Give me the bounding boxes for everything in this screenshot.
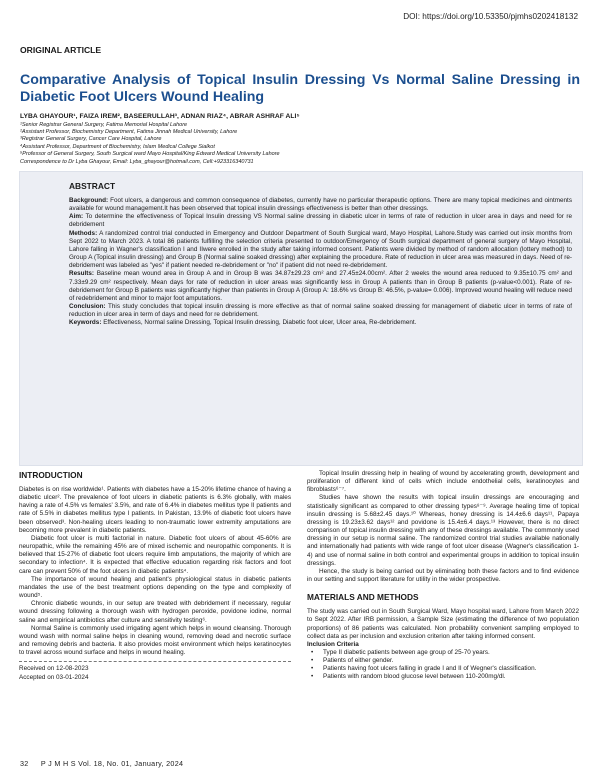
background-text: Foot ulcers, a dangerous and common consequence of diabetes, currently have no particular therapeutic options. There are many topical medicines and ointments available for wound management.It has been observed that topical insulin dressings effectiveness is better than other dressings. <box>69 197 572 213</box>
affiliation-3: ³Registrar General Surgery, Cancer Care Hospital, Lahore <box>20 136 162 143</box>
intro-paragraph-4: Chronic diabetic wounds, in our setup are treated with debridement if necessary, regular wound dressing following a thorough wash with hydrogen peroxide, povidone iodine, normal saline and empirical antibiotics after culture and sensitivity testing⁶. <box>19 600 291 624</box>
paper-title: Comparative Analysis of Topical Insulin Dressing Vs Normal Saline Dressing in Diabetic Foot Ulcers Wound Healing <box>20 72 580 105</box>
abstract-keywords <box>69 319 572 327</box>
introduction-heading: INTRODUCTION <box>19 470 83 480</box>
inclusion-criteria-heading: Inclusion Criteria <box>307 640 359 648</box>
list-item: • Patients with random blood glucose level between 110-200mg/dl. <box>307 673 579 681</box>
article-type-label: ORIGINAL ARTICLE <box>20 45 102 55</box>
accepted-date: Accepted on 03-01-2024 <box>19 673 89 681</box>
abstract-background <box>69 197 572 213</box>
correspondence: Correspondence to Dr Lyba Ghayour, Email: Lyba_ghayour@hotmail.com, Cell:+923316340731 <box>20 158 254 165</box>
affiliation-2: ²Assistant Professor, Biochemistry Department, Fatima Jinnah Medical University, Lahore <box>20 128 238 135</box>
right-paragraph-1: Topical Insulin dressing help in healing of wound by accelerating growth, development and proliferation of different kind of cells which include endothelial cells, keratinocytes and fibroblasts⁶⁻⁷. <box>307 470 579 494</box>
abstract-box <box>19 171 583 466</box>
affiliation-5: ⁵Professor of General Surgery, South Surgical ward Mayo Hospital/King Edward Medical University Lahore <box>20 151 280 158</box>
abstract-heading: ABSTRACT <box>69 181 116 191</box>
list-item: • Patients having foot ulcers falling in grade I and II of Wegner's classification. <box>307 665 579 673</box>
methods-label: Methods: <box>69 229 98 237</box>
right-paragraph-2: Studies have shown the results with topical insulin dressings are encouraging and statistically significant as compared to other dressing types⁸⁻⁹. Average healing time of topical insulin dressing is 5.68±2.45 days.¹⁰ Whereas, honey dressing is 14.4±6.6 days¹¹, Papaya dressing is 19.23±3.62 days¹² and povidone is 15.4±6.4 days.¹³ However, there is no direct comparison of topical insulin dressing with any of these dressings available. The commonly used dressing in our setup is normal saline. The randomized control trial studies available nationally and internationally had patients with wide range of foot ulcer disease (Wagner's classification 1-4) and use of normal saline in both control and experimental groups in addition to topical insulin dressings. <box>307 494 579 567</box>
right-column <box>307 470 579 682</box>
abstract-conclusion <box>69 303 572 319</box>
list-item: • Patients of either gender. <box>307 657 579 665</box>
methods-text: A randomized control trial conducted in Emergency and Outdoor Department of South Surgical ward, Mayo Hospital, Lahore.Study was carried out insix months from Sept 2022 to March 2023. A total 86 patients fulfilling the selection criteria presented to outdoor/Emergency of South surgical department of general surgery of Mayo Hospital, Lahore falling in Wagner's classification I and IIwere enrolled in the study after taking informed consent. Patients were divided by method of random allocation (lottery method) to Group A (Topical insulin dressing) and Group B (Normal saline soaked dressing) after explaining the procedure. Rate of reduction in ulcer area was measured in days. Need of re-debridement was labeled as "yes" if patient needed re-debridement or "no" if patient did not need re-debridement. <box>69 229 572 270</box>
list-item: • Type II diabetic patients between age group of 25-70 years. <box>307 649 579 657</box>
affiliation-4: ⁴Assistant Professor, Department of Biochemistry, Islam Medical College Sialkot <box>20 143 215 150</box>
affiliations <box>20 122 560 166</box>
conclusion-label: Conclusion: <box>69 303 106 311</box>
received-date: Received on 12-08-2023 <box>19 665 89 673</box>
abstract-results <box>69 270 572 303</box>
keywords-text: Effectiveness, Normal saline Dressing, Topical Insulin dressing, Diabetic foot ulcer, Ulcer area, Re-debridement. <box>103 319 417 327</box>
abstract-methods <box>69 230 572 271</box>
results-label: Results: <box>69 270 95 278</box>
aim-text: To determine the effectiveness of Topical Insulin dressing VS Normal saline dressing in diabetic ulcer in terms of rate of reduction in ulcer area in days and need for re debridement <box>69 213 572 229</box>
intro-paragraph-2: Diabetic foot ulcer is multi factorial in nature. Diabetic foot ulcers of about 45-60% are neuropathic, while the remaining 45% are of mixed ischemic and neuropathic components. It is believed that 15-27% of diabetic foot ulcers require limb amputations, the majority of which are secondary to infection⁴. It is expected that effective education regarding risk factors and foot care can prevent 50% of the foot ulcers in diabetic patients⁴. <box>19 534 291 575</box>
intro-paragraph-3: The importance of wound healing and patient's physiological status in diabetic patients mandates the use of the best treatment options depending on the type and complexity of wound⁵. <box>19 575 291 600</box>
results-text: Baseline mean wound area in Group A and in Group B was 34.87±29.23 cm² and 27.45±24.00cm². After 2 weeks the wound area reduced to 9.35±10.75 cm² and 7.33±9.29 cm² respectively. Mean days for rate of reduction in ulcer areas was significantly less in Group A patients than in Group B patients (p-value<0.001). Rate of re-debridement for Group B patients was significantly higher than patients in Group A (Group A: 18.6% vs Group B: 46.5%, p-value= 0.006). Improved wound healing will reduce need of redebridement and minor to major foot amputations. <box>69 270 573 302</box>
left-column <box>19 470 291 682</box>
materials-paragraph-1: The study was carried out in South Surgical Ward, Mayo hospital ward, Lahore from March 2022 to Sept 2022. After IRB permission, a Sample Size (estimating the difference of two population proportions) of 86 patients was calculated. Non probability convenient sampling employed to collect data as per inclusion and exclusion criterion after taking informed consent. <box>307 608 579 640</box>
keywords-label: Keywords: <box>69 319 102 327</box>
abstract-aim <box>69 213 572 229</box>
intro-paragraph-5: Normal Saline is commonly used irrigating agent which helps in wound cleansing. Thorough wound wash with normal saline helps in cleaning wound, removing dead and necrotic surface and removing debris and bacteria. It also provides moist environment which helps keratinocytes to travel across wound surface and helps in wound healing. <box>19 624 291 657</box>
page-number: 32 <box>20 759 29 768</box>
page-footer <box>20 759 183 768</box>
author-list: LYBA GHAYOUR¹, FAIZA IREM², BASEERULLAH³, ADNAN RIAZ⁴, ABRAR ASHRAF ALI⁵ <box>20 113 300 120</box>
background-label: Background: <box>69 197 109 204</box>
inclusion-criteria-list <box>307 649 579 682</box>
aim-label: Aim: <box>69 213 84 221</box>
right-paragraph-3: Hence, the study is being carried out by eliminating both these factors and to find evidence in our setting and support literature for utility in the wider prospective. <box>307 567 579 584</box>
journal-citation: P J M H S Vol. 18, No. 01, January, 2024 <box>40 759 184 768</box>
doi-link[interactable]: DOI: https://doi.org/10.53350/pjmhs0202418132 <box>403 12 578 21</box>
affiliation-1: ¹Senior Registrar General Surgery, Fatima Memorial Hospital Lahore <box>20 121 188 128</box>
submission-dates <box>19 661 291 682</box>
intro-paragraph-1: Diabetes is on rise worldwide¹. Patients with diabetes have a 15-20% lifetime chance of having a diabetic ulcer². The prevalence of foot ulcers in diabetic patients is 6.3% globally, with males having a rate of 4.5% vs females' 3.5%, and rate of 6.4% in diabetes mellitus type II patients and rate of 5.5% in diabetes mellitus type I patients. In Pakistan, 13.9% of diabetic foot ulcers have been observed³. Non-healing ulcers leading to non-traumatic lower extremity amputations are becoming more prevalent in diabetic patients. <box>19 486 291 534</box>
materials-heading: MATERIALS AND METHODS <box>307 592 419 603</box>
conclusion-text: This study concludes that topical insulin dressing is more effective as that of normal saline soaked dressing for management of diabetic ulcer in terms of rate of reduction in ulcer area in term of days and need for re debridement. <box>69 303 572 319</box>
